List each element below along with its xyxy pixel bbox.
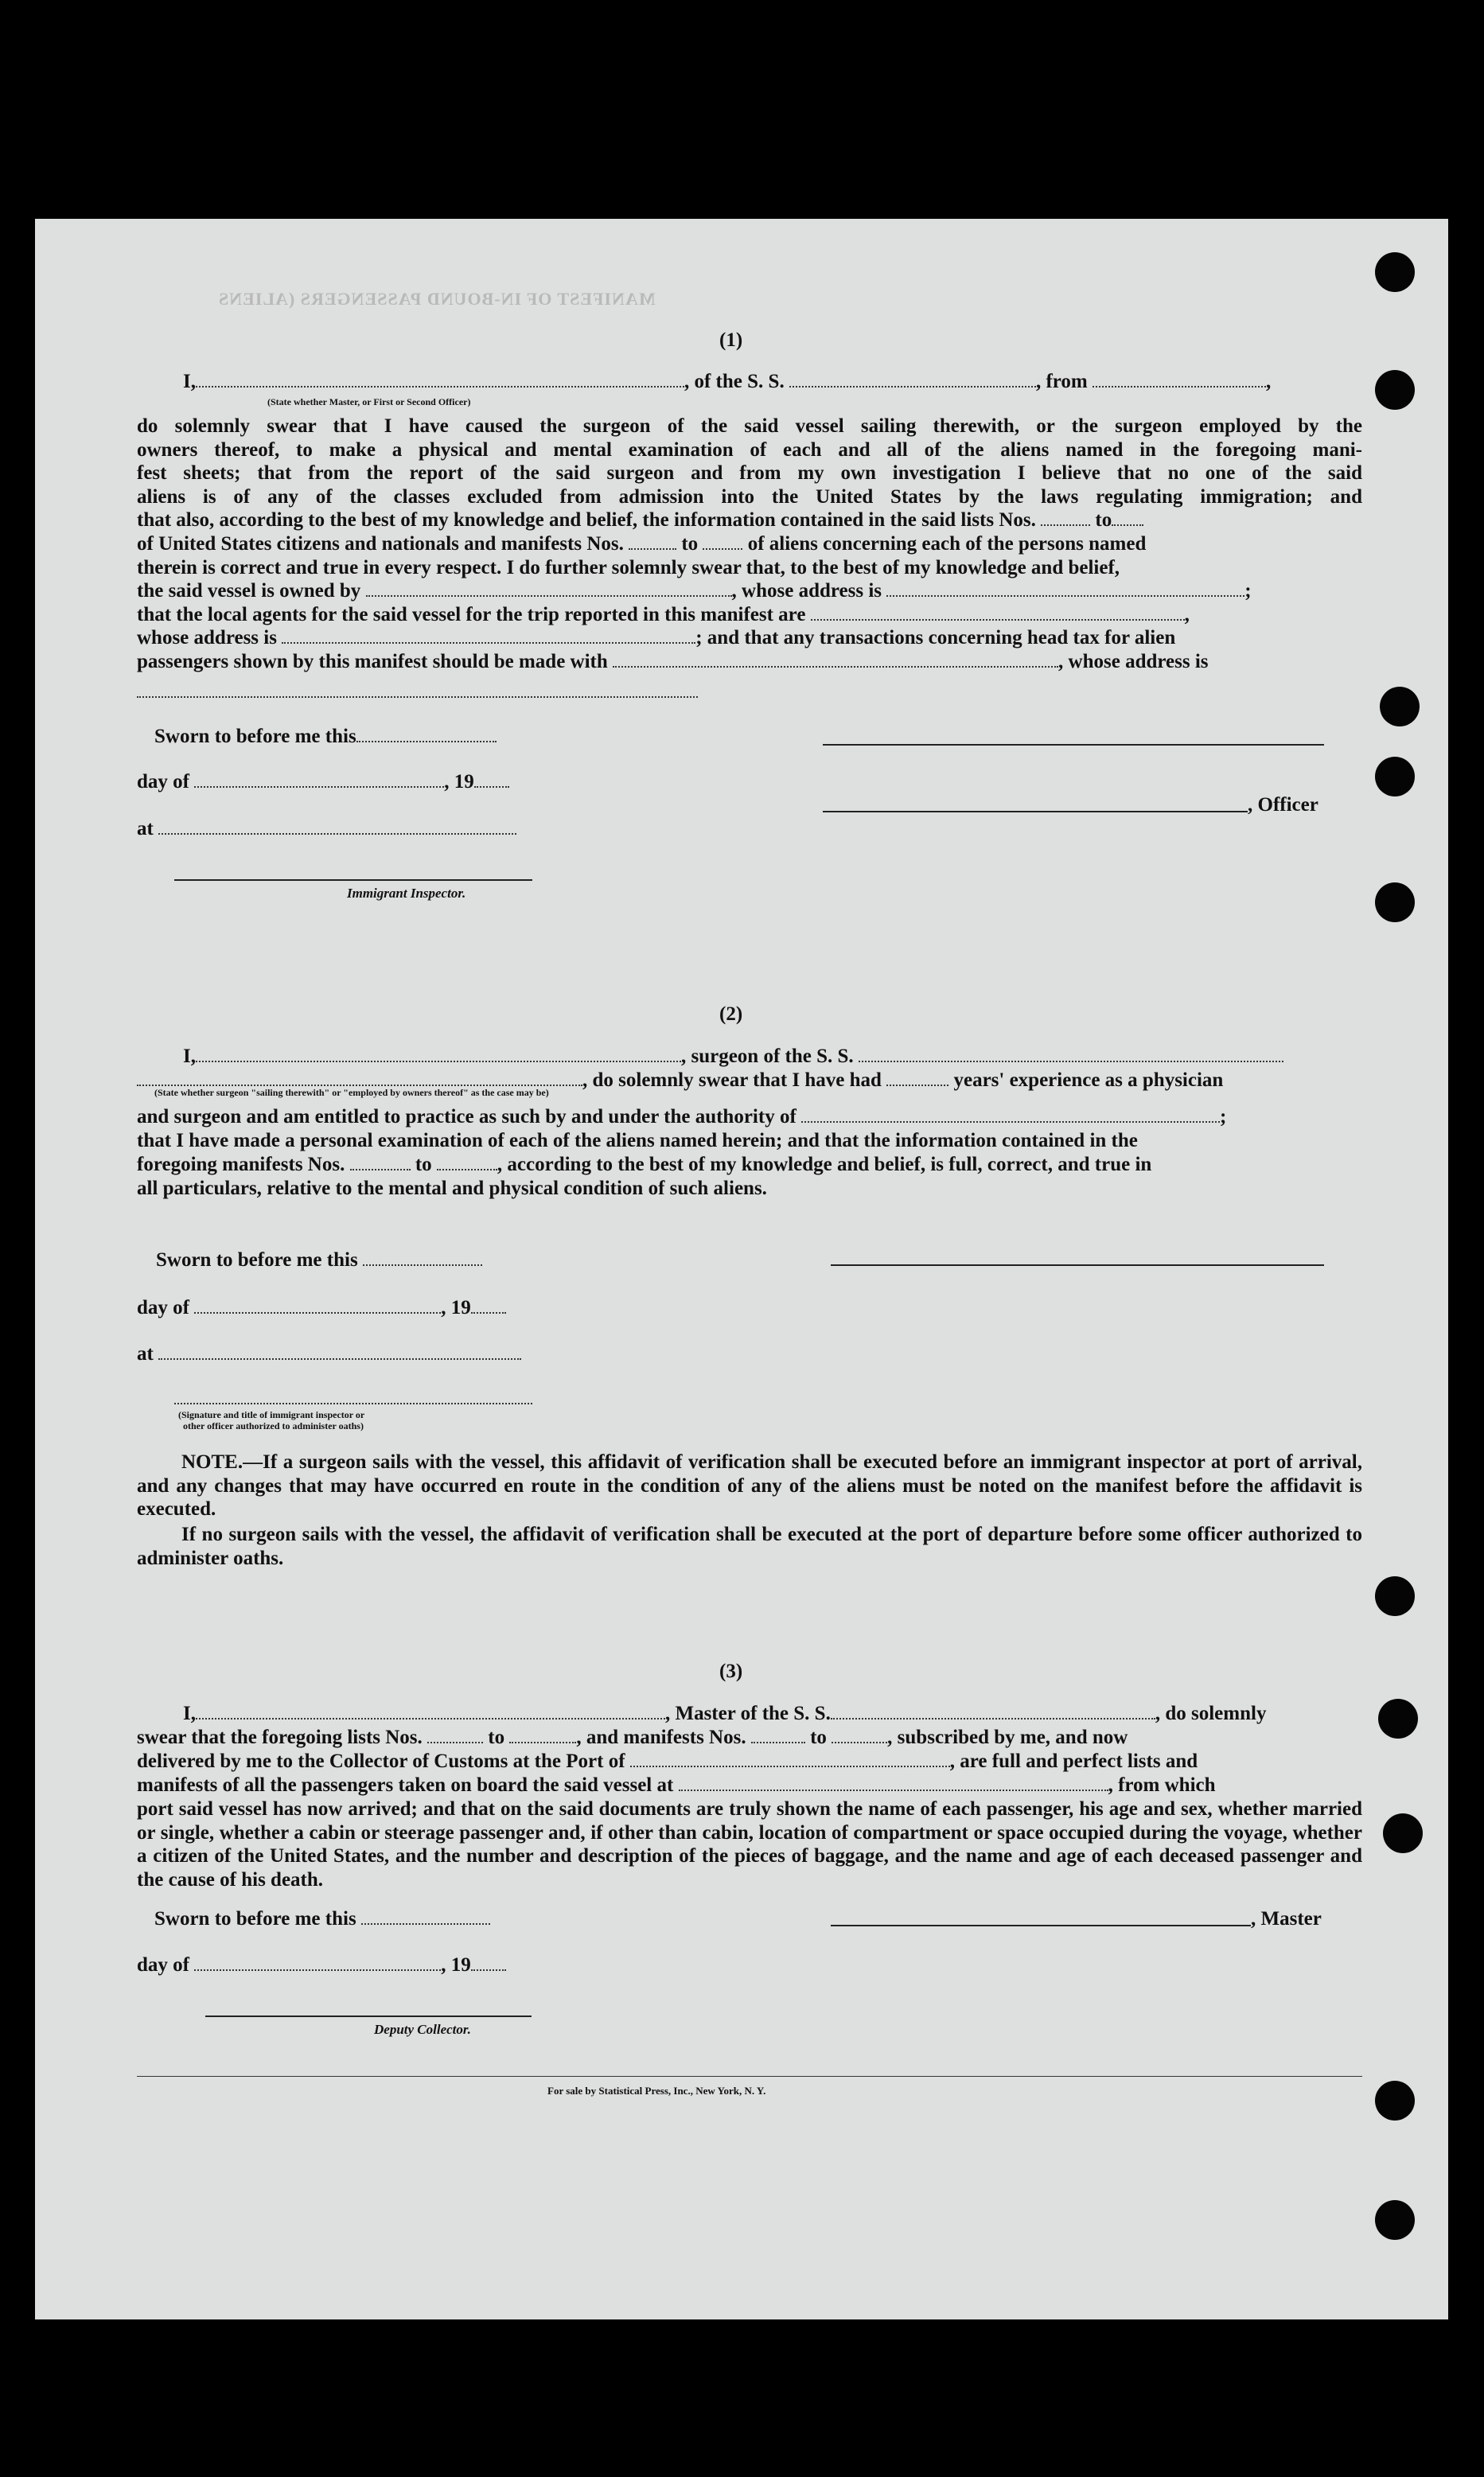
- punch-hole: [1375, 252, 1415, 292]
- s1-lists-from-field[interactable]: [1041, 510, 1090, 526]
- s1-officer-title-line[interactable]: [823, 811, 1248, 812]
- s1-inspector-signature-line[interactable]: [174, 879, 532, 881]
- s2-sig-note-2: other officer authorized to administer oaths): [183, 1420, 364, 1431]
- s1-line-5: that also, according to the best of my knowledge and belief, the information contained in the said lists Nos. to: [137, 508, 1143, 532]
- s2-surgeon-note: (State whether surgeon "sailing therewith" or "employed by owners thereof" as the case may be): [154, 1087, 549, 1098]
- s1-paragraph: do solemnly swear that I have caused the surgeon of the said vessel sailing therewith, or the surgeon employed by the owners thereof, to make a physical and mental examination of each and all of the aliens named in the foregoing mani- fest sheets; that from the report of the said surgeon and from my own investigation I believe that no one of the said aliens is of any of the classes excluded from admission into the United States by the laws regulating immigration; and: [137, 415, 1362, 508]
- s3-master-name-field[interactable]: [196, 1704, 665, 1719]
- s3-vessel-field[interactable]: [831, 1704, 1155, 1719]
- s1-day-of: day of , 19: [137, 770, 509, 794]
- s1-from-port-field[interactable]: [1093, 372, 1266, 388]
- s3-day-of: day of , 19: [137, 1953, 506, 1977]
- s3-lists-from-field[interactable]: [427, 1727, 483, 1743]
- s2-day-of: day of , 19: [137, 1296, 506, 1320]
- s1-officer-signature-line[interactable]: [823, 744, 1324, 746]
- s2-year-field[interactable]: [471, 1298, 506, 1314]
- s1-line-1: I, , of the S. S. , from ,: [183, 371, 1272, 392]
- s2-at-field[interactable]: [158, 1344, 521, 1360]
- s1-line-8: the said vessel is owned by , whose address is ;: [137, 580, 1252, 602]
- s2-line-4: that I have made a personal examination of each of the aliens named herein; and that the information contained in the: [137, 1130, 1138, 1151]
- s2-line-6: all particulars, relative to the mental and physical condition of such aliens.: [137, 1178, 767, 1199]
- s2-line-2: , do solemnly swear that I have had years' experience as a physician: [137, 1069, 1223, 1092]
- s1-inspector-label: Immigrant Inspector.: [347, 886, 466, 901]
- section-2-number: (2): [719, 1003, 743, 1025]
- s2-manifests-to-field[interactable]: [437, 1155, 497, 1170]
- s3-paragraph: port said vessel has now arrived; and that on the said documents are truly shown the name of each passenger, his age and sex, whether married or single, whether a cabin or steerage passenger and, if other than cabin, location of compartment or space occupied during the voyage, whether a citizen of the United States, and the number and description of the pieces of baggage, and the name and age of each deceased passenger and the cause of his death.: [137, 1798, 1362, 1891]
- s2-surgeon-name-field[interactable]: [196, 1046, 681, 1062]
- s1-sworn: Sworn to before me this: [154, 725, 497, 749]
- punch-hole: [1375, 2200, 1415, 2240]
- s1-master-name-field[interactable]: [196, 372, 684, 388]
- s2-note-2: If no surgeon sails with the vessel, the affidavit of verification shall be executed at the port of departure before some officer authorized to administer oaths.: [137, 1524, 1362, 1569]
- s2-authority-field[interactable]: [801, 1107, 1220, 1123]
- punch-hole: [1375, 757, 1415, 796]
- s2-vessel-field[interactable]: [859, 1046, 1283, 1062]
- punch-hole: [1375, 1576, 1415, 1616]
- s1-lists-to-field[interactable]: [1112, 510, 1143, 526]
- s2-inspector-signature-line[interactable]: [174, 1403, 532, 1404]
- s2-capacity-field[interactable]: [137, 1070, 582, 1086]
- punch-hole: [1378, 1699, 1418, 1739]
- s2-at: at: [137, 1342, 521, 1366]
- s1-year-field[interactable]: [474, 772, 509, 788]
- s1-manifests-from-field[interactable]: [629, 534, 676, 550]
- s3-master-label: , Master: [1251, 1908, 1322, 1930]
- s1-head-tax-field[interactable]: [613, 652, 1058, 668]
- s1-agents-field[interactable]: [811, 605, 1185, 621]
- footer-rule: [137, 2076, 1362, 2077]
- s1-manifests-to-field[interactable]: [703, 534, 742, 550]
- s2-surgeon-signature-line[interactable]: [831, 1264, 1324, 1266]
- s3-master-signature-line[interactable]: [831, 1925, 1251, 1926]
- manifest-page: [35, 219, 1448, 2319]
- s3-port-field[interactable]: [630, 1751, 950, 1767]
- s3-manifests-to-field[interactable]: [832, 1727, 887, 1743]
- s3-collector-label: Deputy Collector.: [374, 2022, 471, 2037]
- s3-line-2: swear that the foregoing lists Nos. to , and manifests Nos. to , subscribed by me, and now: [137, 1727, 1128, 1748]
- s2-sig-note-1: (Signature and title of immigrant inspector or: [178, 1409, 365, 1420]
- s1-agents-address-field[interactable]: [282, 628, 695, 644]
- s2-sworn-date-field[interactable]: [363, 1250, 482, 1266]
- s2-manifests-from-field[interactable]: [350, 1155, 411, 1170]
- footer-imprint: For sale by Statistical Press, Inc., New York, N. Y.: [547, 2085, 766, 2097]
- s2-month-field[interactable]: [194, 1298, 441, 1314]
- s1-line-11: passengers shown by this manifest should be made with , whose address is: [137, 651, 1209, 672]
- s1-vessel-name-field[interactable]: [789, 372, 1036, 388]
- s2-line-3: and surgeon and am entitled to practice as such by and under the authority of ;: [137, 1106, 1227, 1128]
- s1-at-field[interactable]: [158, 819, 516, 835]
- s1-sworn-date-field[interactable]: [356, 726, 497, 742]
- s1-officer-label: , Officer: [1248, 794, 1318, 816]
- s2-years-field[interactable]: [886, 1070, 948, 1086]
- s3-line-3: delivered by me to the Collector of Customs at the Port of , are full and perfect lists and: [137, 1751, 1198, 1772]
- punch-hole: [1383, 1813, 1423, 1853]
- s3-line-1: I, , Master of the S. S. , do solemnly: [183, 1703, 1267, 1724]
- punch-hole: [1375, 882, 1415, 922]
- bleed-through-text: MANIFEST OF IN-BOUND PASSENGERS (ALIENS: [218, 289, 656, 309]
- section-3-number: (3): [719, 1661, 743, 1682]
- s1-line-6: of United States citizens and nationals and manifests Nos. to of aliens concerning each of the persons named: [137, 533, 1147, 555]
- s3-boarded-at-field[interactable]: [679, 1775, 1108, 1791]
- s3-manifests-from-field[interactable]: [751, 1727, 805, 1743]
- s1-line-10: whose address is ; and that any transactions concerning head tax for alien: [137, 627, 1176, 648]
- s1-owner-field[interactable]: [366, 581, 732, 597]
- s1-address-field[interactable]: [137, 696, 698, 698]
- s2-note: NOTE.—If a surgeon sails with the vessel, this affidavit of verification shall be executed before an immigrant inspector at port of arrival, and any changes that may have occurred en route in the condition of any of the aliens must be noted on the manifest before the affidavit is executed.: [137, 1451, 1362, 1520]
- s3-month-field[interactable]: [194, 1955, 441, 1971]
- punch-hole: [1380, 687, 1420, 726]
- s3-collector-signature-line[interactable]: [205, 2015, 532, 2017]
- s3-sworn-date-field[interactable]: [361, 1909, 490, 1925]
- s1-owner-address-field[interactable]: [886, 581, 1244, 597]
- s2-line-5: foregoing manifests Nos. to , according to the best of my knowledge and belief, is full, correct, and true in: [137, 1154, 1152, 1175]
- s1-master-note: (State whether Master, or First or Second Officer): [267, 396, 471, 407]
- punch-hole: [1375, 2081, 1415, 2121]
- s3-line-4: manifests of all the passengers taken on board the said vessel at , from which: [137, 1774, 1216, 1796]
- s3-sworn: Sworn to before me this: [154, 1907, 490, 1931]
- s1-line-9: that the local agents for the said vessel for the trip reported in this manifest are ,: [137, 604, 1190, 625]
- s3-lists-to-field[interactable]: [509, 1727, 576, 1743]
- s2-line-1: I, , surgeon of the S. S.: [183, 1045, 1283, 1069]
- section-1-number: (1): [719, 329, 743, 351]
- s3-year-field[interactable]: [471, 1955, 506, 1971]
- s1-at: at: [137, 817, 516, 841]
- s1-month-field[interactable]: [194, 772, 444, 788]
- s2-sworn: Sworn to before me this: [156, 1248, 482, 1272]
- punch-hole: [1375, 370, 1415, 410]
- s1-line-7: therein is correct and true in every respect. I do further solemnly swear that, to the best of my knowledge and belief,: [137, 557, 1120, 578]
